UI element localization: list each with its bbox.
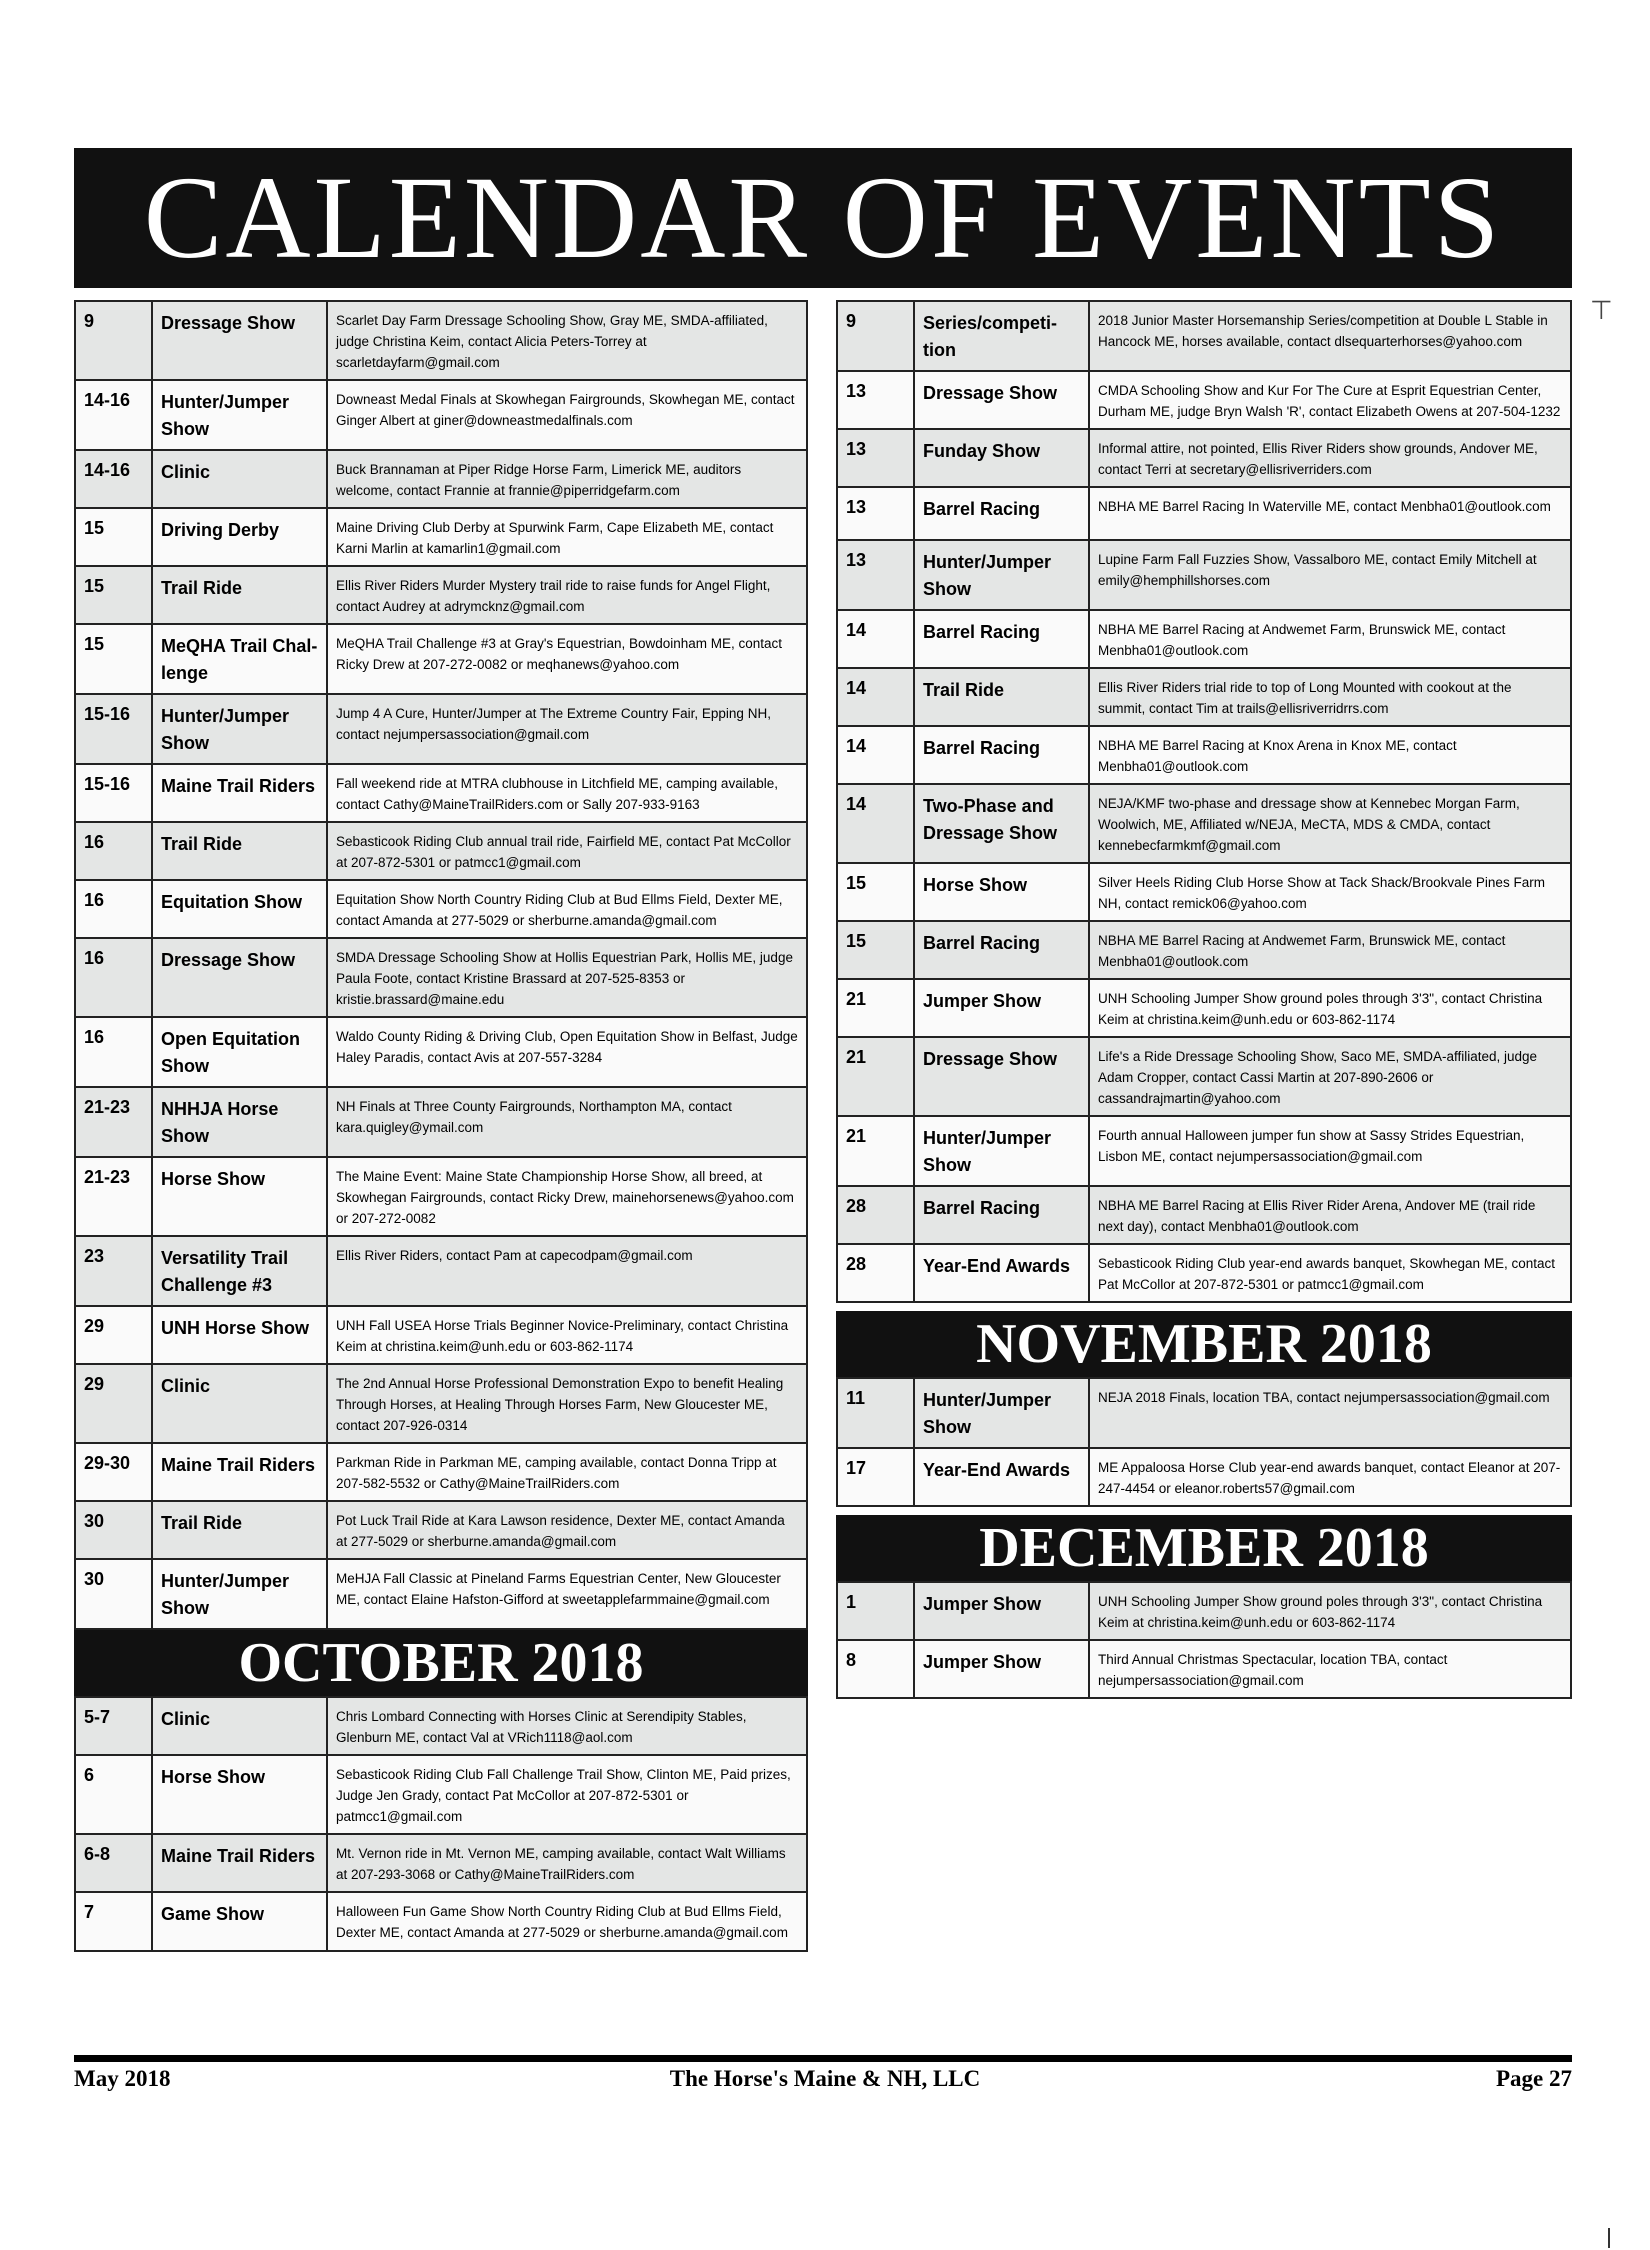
event-type: Hunter/Jumper Show xyxy=(914,1378,1089,1448)
footer-publication: The Horse's Maine & NH, LLC xyxy=(669,2066,981,2091)
october-events-table-left xyxy=(74,1696,808,1952)
september-events-table xyxy=(74,300,808,1630)
event-row xyxy=(837,1378,1571,1448)
right-column xyxy=(836,300,1572,1699)
event-type: Two-Phase and Dressage Show xyxy=(914,784,1089,863)
event-row xyxy=(75,694,807,764)
event-type: Trail Ride xyxy=(152,822,327,880)
event-date: 7 xyxy=(75,1892,152,1951)
event-date: 6-8 xyxy=(75,1834,152,1892)
event-type: Clinic xyxy=(152,1697,327,1755)
event-details: Informal attire, not pointed, Ellis River Riders show grounds, Andover ME, contact Terri at secretary@ellisriverriders.com xyxy=(1089,429,1571,487)
event-date: 9 xyxy=(837,301,914,371)
footer-rule xyxy=(74,2055,1572,2062)
event-details: Halloween Fun Game Show North Country Riding Club at Bud Ellms Field, Dexter ME, contact Amanda at 277-5029 or sherburne.amanda@gmail.com xyxy=(327,1892,807,1951)
event-date: 15 xyxy=(75,566,152,624)
event-details: UNH Schooling Jumper Show ground poles through 3'3", contact Christina Keim at christina.keim@unh.edu or 603-862-1174 xyxy=(1089,979,1571,1037)
event-date: 14 xyxy=(837,668,914,726)
event-type: Year-End Awards xyxy=(914,1244,1089,1302)
november-heading: NOVEMBER 2018 xyxy=(836,1311,1572,1377)
event-row xyxy=(837,668,1571,726)
event-type: Dressage Show xyxy=(152,301,327,380)
event-details: Lupine Farm Fall Fuzzies Show, Vassalboro ME, contact Emily Mitchell at emily@hemphillshorses.com xyxy=(1089,540,1571,610)
event-row xyxy=(75,1559,807,1629)
event-date: 16 xyxy=(75,938,152,1017)
event-type: Barrel Racing xyxy=(914,726,1089,784)
event-details: Fourth annual Halloween jumper fun show at Sassy Strides Equestrian, Lisbon ME, contact nejumpersassociation@gmail.com xyxy=(1089,1116,1571,1186)
event-row xyxy=(75,301,807,380)
event-date: 8 xyxy=(837,1640,914,1698)
event-details: Parkman Ride in Parkman ME, camping available, contact Donna Tripp at 207-582-5532 or Cathy@MaineTrailRiders.com xyxy=(327,1443,807,1501)
event-details: CMDA Schooling Show and Kur For The Cure at Esprit Equestrian Center, Durham ME, judge Bryn Walsh 'R', contact Elizabeth Owens at 207-504-1232 xyxy=(1089,371,1571,429)
event-row xyxy=(837,1244,1571,1302)
event-row xyxy=(75,1236,807,1306)
event-date: 14-16 xyxy=(75,450,152,508)
october-heading: OCTOBER 2018 xyxy=(74,1630,808,1696)
event-details: Mt. Vernon ride in Mt. Vernon ME, camping available, contact Walt Williams at 207-293-3068 or Cathy@MaineTrailRiders.com xyxy=(327,1834,807,1892)
event-date: 15 xyxy=(75,624,152,694)
event-date: 9 xyxy=(75,301,152,380)
event-type: Clinic xyxy=(152,450,327,508)
event-type: Hunter/Jumper Show xyxy=(152,380,327,450)
event-details: Waldo County Riding & Driving Club, Open Equitation Show in Belfast, Judge Haley Paradis, contact Avis at 207-557-3284 xyxy=(327,1017,807,1087)
event-row xyxy=(837,1037,1571,1116)
event-row xyxy=(75,1892,807,1951)
event-details: MeHJA Fall Classic at Pineland Farms Equestrian Center, New Gloucester ME, contact Elaine Hafston-Gifford at sweetapplefarmmaine@gmail.com xyxy=(327,1559,807,1629)
event-details: Silver Heels Riding Club Horse Show at Tack Shack/Brookvale Pines Farm NH, contact remick06@yahoo.com xyxy=(1089,863,1571,921)
event-row xyxy=(75,938,807,1017)
event-row xyxy=(837,371,1571,429)
october-events-table-right xyxy=(836,300,1572,1303)
event-details: MeQHA Trail Challenge #3 at Gray's Equestrian, Bowdoinham ME, contact Ricky Drew at 207-272-0082 or meqhanews@yahoo.com xyxy=(327,624,807,694)
event-row xyxy=(75,450,807,508)
event-details: Ellis River Riders trial ride to top of Long Mounted with cookout at the summit, contact Tim at trails@ellisriverridrrs.com xyxy=(1089,668,1571,726)
event-date: 23 xyxy=(75,1236,152,1306)
event-row xyxy=(837,301,1571,371)
event-details: Life's a Ride Dressage Schooling Show, Saco ME, SMDA-affiliated, judge Adam Cropper, contact Cassi Martin at 207-890-2606 or cassandrajmartin@yahoo.com xyxy=(1089,1037,1571,1116)
event-date: 29 xyxy=(75,1364,152,1443)
december-heading: DECEMBER 2018 xyxy=(836,1515,1572,1581)
event-type: Jumper Show xyxy=(914,1582,1089,1640)
event-type: Maine Trail Riders xyxy=(152,1834,327,1892)
event-type: Equitation Show xyxy=(152,880,327,938)
event-date: 21-23 xyxy=(75,1157,152,1236)
event-date: 30 xyxy=(75,1501,152,1559)
event-type: Hunter/Jumper Show xyxy=(152,694,327,764)
event-details: NBHA ME Barrel Racing at Andwemet Farm, Brunswick ME, contact Menbha01@outlook.com xyxy=(1089,921,1571,979)
event-date: 21 xyxy=(837,979,914,1037)
event-type: Driving Derby xyxy=(152,508,327,566)
event-details: UNH Fall USEA Horse Trials Beginner Novice-Preliminary, contact Christina Keim at christina.keim@unh.edu or 603-862-1174 xyxy=(327,1306,807,1364)
event-row xyxy=(837,979,1571,1037)
event-type: Maine Trail Riders xyxy=(152,1443,327,1501)
event-date: 28 xyxy=(837,1186,914,1244)
event-details: ME Appaloosa Horse Club year-end awards banquet, contact Eleanor at 207-247-4454 or eleanor.roberts57@gmail.com xyxy=(1089,1448,1571,1506)
event-date: 15 xyxy=(837,921,914,979)
event-details: NBHA ME Barrel Racing In Waterville ME, contact Menbha01@outlook.com xyxy=(1089,487,1571,540)
event-details: NH Finals at Three County Fairgrounds, Northampton MA, contact kara.quigley@ymail.com xyxy=(327,1087,807,1157)
event-details: NEJA/KMF two-phase and dressage show at Kennebec Morgan Farm, Woolwich, ME, Affiliated w/NEJA, MeCTA, MDS & CMDA, contact kennebecfarmkmf@gmail.com xyxy=(1089,784,1571,863)
event-type: Dressage Show xyxy=(914,371,1089,429)
event-row xyxy=(75,566,807,624)
event-date: 6 xyxy=(75,1755,152,1834)
event-row xyxy=(75,1834,807,1892)
event-details: The 2nd Annual Horse Professional Demonstration Expo to benefit Healing Through Horses, at Healing Through Horses Farm, New Gloucester ME, contact 207-926-0314 xyxy=(327,1364,807,1443)
event-details: NBHA ME Barrel Racing at Andwemet Farm, Brunswick ME, contact Menbha01@outlook.com xyxy=(1089,610,1571,668)
event-type: Horse Show xyxy=(152,1157,327,1236)
event-row xyxy=(837,1640,1571,1698)
event-row xyxy=(837,429,1571,487)
spacer xyxy=(836,1303,1572,1311)
event-type: Barrel Racing xyxy=(914,610,1089,668)
event-details: Jump 4 A Cure, Hunter/Jumper at The Extreme Country Fair, Epping NH, contact nejumpersassociation@gmail.com xyxy=(327,694,807,764)
event-date: 14 xyxy=(837,610,914,668)
event-row xyxy=(837,1116,1571,1186)
event-row xyxy=(75,880,807,938)
event-row xyxy=(75,1087,807,1157)
event-row xyxy=(75,1157,807,1236)
event-details: 2018 Junior Master Horsemanship Series/competition at Double L Stable in Hancock ME, horses available, contact dlsequarterhorses@yahoo.com xyxy=(1089,301,1571,371)
event-details: Chris Lombard Connecting with Horses Clinic at Serendipity Stables, Glenburn ME, contact Val at VRich1118@aol.com xyxy=(327,1697,807,1755)
event-type: MeQHA Trail Chal-lenge xyxy=(152,624,327,694)
event-date: 16 xyxy=(75,822,152,880)
event-details: Maine Driving Club Derby at Spurwink Farm, Cape Elizabeth ME, contact Karni Marlin at kamarlin1@gmail.com xyxy=(327,508,807,566)
december-events-table xyxy=(836,1581,1572,1699)
event-row xyxy=(75,822,807,880)
event-type: Clinic xyxy=(152,1364,327,1443)
event-date: 14 xyxy=(837,726,914,784)
event-type: Trail Ride xyxy=(914,668,1089,726)
event-type: NHHJA Horse Show xyxy=(152,1087,327,1157)
event-details: The Maine Event: Maine State Championship Horse Show, all breed, at Skowhegan Fairgrounds, contact Ricky Drew, mainehorsenews@yahoo.com or 207-272-0082 xyxy=(327,1157,807,1236)
event-row xyxy=(837,1582,1571,1640)
event-date: 29 xyxy=(75,1306,152,1364)
event-row xyxy=(75,1364,807,1443)
event-row xyxy=(837,726,1571,784)
event-date: 15 xyxy=(75,508,152,566)
event-row xyxy=(75,1755,807,1834)
event-date: 21 xyxy=(837,1037,914,1116)
page-title: CALENDAR OF EVENTS xyxy=(74,148,1572,288)
event-details: Sebasticook Riding Club annual trail ride, Fairfield ME, contact Pat McCollor at 207-872-5301 or patmcc1@gmail.com xyxy=(327,822,807,880)
event-type: Trail Ride xyxy=(152,566,327,624)
event-details: Ellis River Riders, contact Pam at capecodpam@gmail.com xyxy=(327,1236,807,1306)
event-row xyxy=(75,380,807,450)
event-row xyxy=(837,487,1571,540)
event-row xyxy=(75,1501,807,1559)
event-details: NBHA ME Barrel Racing at Ellis River Rider Arena, Andover ME (trail ride next day), contact Menbha01@outlook.com xyxy=(1089,1186,1571,1244)
event-type: Jumper Show xyxy=(914,1640,1089,1698)
event-row xyxy=(75,1306,807,1364)
event-date: 14-16 xyxy=(75,380,152,450)
event-type: Trail Ride xyxy=(152,1501,327,1559)
event-details: NBHA ME Barrel Racing at Knox Arena in Knox ME, contact Menbha01@outlook.com xyxy=(1089,726,1571,784)
event-date: 11 xyxy=(837,1378,914,1448)
footer-issue-date: May 2018 xyxy=(74,2066,171,2091)
left-column xyxy=(74,300,808,1952)
event-row xyxy=(837,1186,1571,1244)
event-date: 13 xyxy=(837,540,914,610)
corner-crop-mark: ⊤ xyxy=(1590,295,1613,325)
event-date: 16 xyxy=(75,880,152,938)
event-type: Barrel Racing xyxy=(914,1186,1089,1244)
event-type: Jumper Show xyxy=(914,979,1089,1037)
event-type: Series/competi-tion xyxy=(914,301,1089,371)
event-details: Ellis River Riders Murder Mystery trail ride to raise funds for Angel Flight, contact Audrey at adrymcknz@gmail.com xyxy=(327,566,807,624)
event-date: 21 xyxy=(837,1116,914,1186)
event-date: 13 xyxy=(837,371,914,429)
event-row xyxy=(75,1017,807,1087)
bottom-crop-mark xyxy=(1608,2228,1610,2248)
event-row xyxy=(837,921,1571,979)
event-details: SMDA Dressage Schooling Show at Hollis Equestrian Park, Hollis ME, judge Paula Foote, contact Kristine Brassard at 207-525-8353 or kristie.brassard@maine.edu xyxy=(327,938,807,1017)
event-type: Funday Show xyxy=(914,429,1089,487)
event-row xyxy=(837,1448,1571,1506)
event-date: 15 xyxy=(837,863,914,921)
event-details: Buck Brannaman at Piper Ridge Horse Farm, Limerick ME, auditors welcome, contact Frannie at frannie@piperridgefarm.com xyxy=(327,450,807,508)
footer-page-number: Page 27 xyxy=(1495,2066,1572,2091)
event-row xyxy=(837,784,1571,863)
event-details: UNH Schooling Jumper Show ground poles through 3'3", contact Christina Keim at christina.keim@unh.edu or 603-862-1174 xyxy=(1089,1582,1571,1640)
event-type: Hunter/Jumper Show xyxy=(914,1116,1089,1186)
event-details: Downeast Medal Finals at Skowhegan Fairgrounds, Skowhegan ME, contact Ginger Albert at giner@downeastmedalfinals.com xyxy=(327,380,807,450)
event-details: Sebasticook Riding Club year-end awards banquet, Skowhegan ME, contact Pat McCollor at 207-872-5301 or patmcc1@gmail.com xyxy=(1089,1244,1571,1302)
event-row xyxy=(75,624,807,694)
event-type: Versatility Trail Challenge #3 xyxy=(152,1236,327,1306)
event-type: Barrel Racing xyxy=(914,487,1089,540)
event-type: Hunter/Jumper Show xyxy=(914,540,1089,610)
event-details: Equitation Show North Country Riding Club at Bud Ellms Field, Dexter ME, contact Amanda at 277-5029 or sherburne.amanda@gmail.com xyxy=(327,880,807,938)
event-details: Pot Luck Trail Ride at Kara Lawson residence, Dexter ME, contact Amanda at 277-5029 or sherburne.amanda@gmail.com xyxy=(327,1501,807,1559)
event-type: Hunter/Jumper Show xyxy=(152,1559,327,1629)
event-type: Open Equitation Show xyxy=(152,1017,327,1087)
event-date: 5-7 xyxy=(75,1697,152,1755)
event-date: 15-16 xyxy=(75,694,152,764)
event-date: 28 xyxy=(837,1244,914,1302)
event-date: 16 xyxy=(75,1017,152,1087)
event-type: UNH Horse Show xyxy=(152,1306,327,1364)
event-type: Horse Show xyxy=(152,1755,327,1834)
event-details: Fall weekend ride at MTRA clubhouse in Litchfield ME, camping available, contact Cathy@MaineTrailRiders.com or Sally 207-933-9163 xyxy=(327,764,807,822)
event-type: Dressage Show xyxy=(152,938,327,1017)
event-date: 21-23 xyxy=(75,1087,152,1157)
event-type: Barrel Racing xyxy=(914,921,1089,979)
event-type: Horse Show xyxy=(914,863,1089,921)
event-details: Third Annual Christmas Spectacular, location TBA, contact nejumpersassociation@gmail.com xyxy=(1089,1640,1571,1698)
event-date: 17 xyxy=(837,1448,914,1506)
event-date: 13 xyxy=(837,487,914,540)
event-date: 13 xyxy=(837,429,914,487)
event-date: 30 xyxy=(75,1559,152,1629)
event-row xyxy=(75,508,807,566)
event-row xyxy=(837,610,1571,668)
event-type: Game Show xyxy=(152,1892,327,1951)
event-date: 1 xyxy=(837,1582,914,1640)
event-details: Sebasticook Riding Club Fall Challenge Trail Show, Clinton ME, Paid prizes, Judge Jen Grady, contact Pat McCollor at 207-872-5301 or patmcc1@gmail.com xyxy=(327,1755,807,1834)
event-row xyxy=(75,1443,807,1501)
event-date: 29-30 xyxy=(75,1443,152,1501)
event-type: Dressage Show xyxy=(914,1037,1089,1116)
spacer xyxy=(836,1507,1572,1515)
event-details: NEJA 2018 Finals, location TBA, contact nejumpersassociation@gmail.com xyxy=(1089,1378,1571,1448)
event-details: Scarlet Day Farm Dressage Schooling Show, Gray ME, SMDA-affiliated, judge Christina Keim, contact Alicia Peters-Torrey at scarletdayfarm@gmail.com xyxy=(327,301,807,380)
november-events-table xyxy=(836,1377,1572,1507)
event-row xyxy=(75,764,807,822)
event-row xyxy=(75,1697,807,1755)
event-type: Year-End Awards xyxy=(914,1448,1089,1506)
event-type: Maine Trail Riders xyxy=(152,764,327,822)
event-row xyxy=(837,863,1571,921)
event-date: 15-16 xyxy=(75,764,152,822)
event-date: 14 xyxy=(837,784,914,863)
event-row xyxy=(837,540,1571,610)
